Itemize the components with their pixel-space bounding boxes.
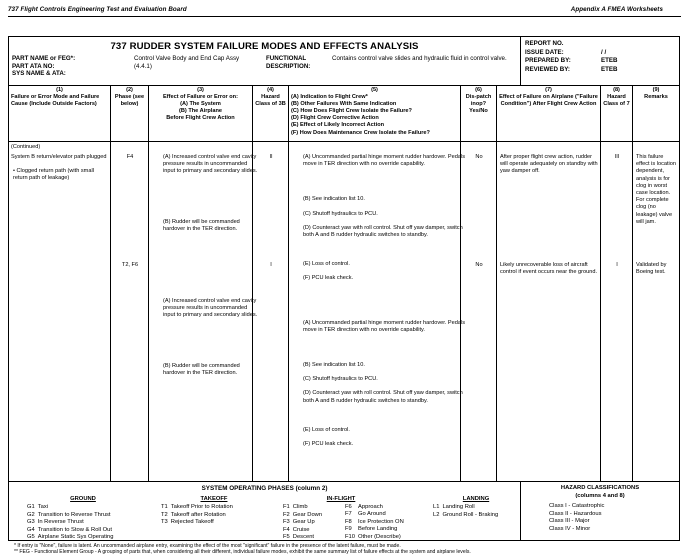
column-number-2: (2) — [126, 87, 133, 93]
phase-code: G5 — [27, 534, 35, 541]
hazard-7-row-1: III — [614, 154, 620, 160]
phase-label: Gear Up — [292, 519, 315, 526]
phase-label: Taxi — [37, 504, 49, 511]
crew-row-2-f — [292, 441, 468, 448]
column-header-4 — [253, 86, 289, 141]
phase-code: T3 — [161, 519, 168, 526]
crew-row-2-c — [292, 376, 468, 383]
body-column-6 — [461, 142, 497, 481]
continued-marker: (Continued) — [11, 144, 41, 150]
phase-label: Takeoff after Rotation — [170, 511, 226, 518]
phase-label: Ground Roll - Braking — [442, 511, 499, 518]
footnotes — [14, 543, 679, 556]
failure-cause-row-1: • Clogged return path (with small return path of leakage) — [13, 168, 94, 182]
dispatch-row-1: No — [475, 154, 483, 160]
column-number-9: (9) — [652, 87, 660, 93]
operating-phases-block — [9, 482, 521, 540]
crew-row-2-b — [292, 362, 468, 369]
phase-label: Cruise — [292, 526, 310, 533]
crew-row-1-e — [292, 261, 468, 268]
operating-phases-title: SYSTEM OPERATING PHASES (column 2) — [201, 485, 328, 492]
column-header-6 — [461, 86, 497, 141]
effect-row-1-a — [152, 154, 260, 176]
worksheet-body — [9, 142, 679, 482]
phase-code: F5 — [283, 534, 290, 541]
effect-row-2-a — [152, 298, 260, 320]
crew-row-1-f-text: (F) PCU leak check. — [303, 275, 354, 282]
remarks-row-2: Validated by Boeing test. — [636, 262, 667, 276]
column-title-4: Hazard Class of 3B — [255, 94, 286, 108]
crew-row-2-b-text: (B) See indication list 10. — [303, 362, 365, 369]
phase-label: Landing Roll — [442, 504, 475, 511]
body-column-7 — [497, 142, 601, 481]
phase-label: Before Landing — [358, 526, 398, 533]
phase-row-2: T2, F6 — [121, 262, 139, 268]
column-title-5-line-f: (F) How Does Maintenance Crew Isolate the Failure? — [291, 129, 430, 136]
column-header-2 — [111, 86, 149, 141]
column-number-7: (7) — [545, 87, 552, 93]
phase-label: Transition to Reverse Thrust — [37, 511, 111, 518]
column-header-8 — [601, 86, 633, 141]
phase-code: F2 — [283, 511, 290, 518]
issue-date-value: / / — [601, 48, 607, 56]
reviewed-by-label: REVIEWED BY: — [525, 65, 570, 73]
column-title-3: Effect of Failure or Error on: — [163, 94, 238, 101]
phase-label: Gear Down — [292, 511, 323, 518]
phase-label: Ice Protection ON — [358, 518, 404, 525]
column-header-row — [9, 86, 679, 142]
crew-row-1-c-text: (C) Shutoff hydraulics to PCU. — [303, 210, 378, 217]
column-number-1: (1) — [56, 87, 63, 93]
crew-row-1-c — [292, 211, 468, 218]
part-ata-value: (4.4.1) — [134, 62, 152, 70]
phase-code: T2 — [161, 511, 168, 518]
effect-row-2-a-text: (A) Increased control valve end cavity pressure results in uncommanded input to primary and secondary slides. — [163, 298, 258, 319]
crew-row-2-c-text: (C) Shutoff hydraulics to PCU. — [303, 376, 378, 383]
hazard-class-item: Class II - Hazardous — [549, 510, 602, 517]
part-info-block — [12, 55, 517, 78]
phase-group-ground — [27, 496, 155, 541]
effect-row-2-b — [152, 363, 260, 377]
phase-code: G3 — [27, 519, 35, 526]
issue-date-label: ISSUE DATE: — [525, 48, 564, 56]
description-label: DESCRIPTION: — [266, 62, 311, 70]
phase-group-inflight-header: IN-FLIGHT — [326, 496, 356, 502]
body-column-2 — [111, 142, 149, 481]
phase-code: L1 — [433, 504, 440, 511]
phase-group-takeoff — [161, 496, 279, 527]
column-number-8: (8) — [613, 87, 620, 93]
column-header-5 — [289, 86, 461, 141]
hazard-3b-row-2: I — [270, 262, 272, 268]
phase-code: L2 — [433, 511, 440, 518]
crew-row-1-e-text: (E) Loss of control. — [303, 261, 350, 268]
column-header-3 — [149, 86, 253, 141]
column-number-6: (6) — [475, 87, 482, 93]
reviewed-by-value: ETEB — [601, 65, 618, 73]
column-title-6: Dis-patch inop? Yes/No — [465, 94, 492, 115]
hazard-classifications-title-line1: HAZARD CLASSIFICATIONS — [560, 485, 640, 491]
phase-label: In Reverse Thrust — [37, 519, 84, 526]
crew-row-1-d — [292, 225, 468, 239]
phase-label: Transition to Stow & Roll Out — [37, 526, 112, 533]
column-title-3-line-c: Before Flight Crew Action — [166, 115, 235, 122]
column-header-1 — [9, 86, 111, 141]
effect-row-1-b-text: (B) Rudder will be commanded hardover in the TER direction. — [163, 218, 240, 232]
effect-row-1-a-text: (A) Increased control valve end cavity pressure results in uncommanded input to primary and secondary slides. — [163, 154, 258, 175]
hazard-classifications-title-line2: (columns 4 and 8) — [575, 492, 625, 499]
hazard-class-item: Class I - Catastrophic — [549, 503, 605, 510]
crew-row-2-e — [292, 427, 468, 434]
phase-label: Descent — [292, 534, 315, 541]
hazard-class-item: Class III - Major — [549, 518, 590, 525]
part-name-value: Control Valve Body and End Cap Assy — [134, 55, 240, 62]
crew-row-2-f-text: (F) PCU leak check. — [303, 441, 354, 448]
part-ata-label: PART ATA NO: — [12, 62, 55, 70]
body-column-5 — [289, 142, 465, 481]
effect-row-1-b — [152, 219, 260, 233]
phase-label: Climb — [292, 504, 308, 511]
hazard-classifications-block — [521, 482, 679, 540]
column-header-7 — [497, 86, 601, 141]
hazard-class-item: Class IV - Minor — [549, 525, 591, 532]
header-divider-rule — [8, 16, 681, 17]
running-head-left: 737 Flight Controls Engineering Test and Evaluation Board — [8, 6, 187, 13]
crew-row-1-b-text: (B) See indication list 10. — [303, 196, 365, 203]
footnote-2: ** FEG - Functional Element Group - A grouping of parts that, when considering all their different, individual failure modes, exhibit the same summary list of failure effects at the system and airplane levels. — [14, 549, 471, 556]
phase-code: F8 — [345, 518, 352, 525]
crew-row-2-a — [292, 320, 468, 334]
report-no-label: REPORT NO. — [525, 40, 564, 47]
column-title-3-line-b: (B) The Airplane — [179, 108, 222, 115]
effect-after-row-2: Likely unrecoverable loss of aircraft control if event occurs near the ground. — [500, 262, 598, 276]
column-number-3: (3) — [197, 87, 204, 93]
phase-code: F7 — [345, 511, 352, 518]
part-name-label: PART NAME or FEG*: — [12, 55, 76, 62]
phase-group-ground-header: GROUND — [70, 496, 96, 502]
failure-mode-row-1: System B return/elevator path plugged — [11, 154, 107, 160]
functional-description-value: Contains control valve slides and hydraulic fluid in control valve. — [332, 55, 507, 62]
prepared-by-label: PREPARED BY: — [525, 57, 571, 65]
column-number-5: (5) — [371, 87, 378, 93]
prepared-by-value: ETEB — [601, 57, 618, 65]
crew-row-1-a-text: (A) Uncommanded partial hinge moment rudder hardover. Pedals move in TER direction with no override capability. — [303, 154, 465, 168]
phase-group-takeoff-header: TAKEOFF — [200, 496, 228, 502]
phase-code: G2 — [27, 511, 35, 518]
phase-code: F1 — [283, 504, 290, 511]
crew-row-2-d-text: (D) Counteract yaw with roll control. Shut off yaw damper, switch both A and B rudder hydraulic switches to standby. — [303, 390, 463, 404]
column-title-1: Failure or Error Mode and Failure Cause (Include Outside Factors) — [11, 94, 100, 108]
body-column-9 — [633, 142, 679, 481]
column-title-5: (A) Indication to Flight Crew* — [291, 94, 368, 101]
phase-code: G1 — [27, 504, 35, 511]
effect-after-row-1: After proper flight crew action, rudder will operate adequately on standby with yaw damper off. — [500, 154, 598, 175]
phase-code: F10 — [345, 533, 355, 540]
phase-group-inflight-continued — [345, 504, 431, 541]
crew-row-2-d — [292, 390, 468, 404]
title-block — [9, 37, 521, 86]
column-title-9: Remarks — [644, 94, 668, 101]
phase-group-landing-header: LANDING — [462, 496, 490, 502]
body-column-8 — [601, 142, 633, 481]
phase-code: F4 — [283, 526, 290, 533]
body-column-1 — [9, 142, 111, 481]
running-head — [8, 6, 681, 13]
dispatch-row-2: No — [475, 262, 483, 268]
phase-label: Other (Describe) — [358, 533, 401, 540]
page-title: 737 RUDDER SYSTEM FAILURE MODES AND EFFECTS ANALYSIS — [110, 41, 419, 52]
remarks-row-1: This failure effect is location dependent, analysis is for clog in worst case location. For complete clog (no leakage) valve will jam. — [636, 154, 677, 225]
running-head-right: Appendix A FMEA Worksheets — [570, 6, 663, 13]
crew-row-1-a — [292, 154, 468, 168]
phase-label: Airplane Static Sys Operating — [37, 534, 114, 541]
column-title-5-line-b: (B) Other Failures With Same Indication — [291, 101, 397, 108]
column-title-3-line-a: (A) The System — [180, 101, 221, 108]
column-title-5-line-c: (C) How Does Flight Crew Isolate the Failure? — [291, 108, 412, 115]
phase-code: T1 — [161, 504, 168, 511]
crew-row-2-e-text: (E) Loss of control. — [303, 426, 350, 433]
column-title-5-line-e: (E) Effect of Likely Incorrect Action — [291, 122, 385, 129]
legend-band — [9, 482, 679, 540]
phase-label: Rejected Takeoff — [170, 519, 214, 526]
column-header-9 — [633, 86, 679, 141]
phase-code: F9 — [345, 526, 352, 533]
crew-row-1-f — [292, 275, 468, 282]
hazard-7-row-2: I — [616, 262, 618, 268]
hazard-classifications-items — [521, 503, 679, 533]
column-title-2: Phase (see below) — [114, 94, 145, 108]
sys-name-ata-label: SYS NAME & ATA: — [12, 70, 66, 78]
phase-code: F6 — [345, 504, 352, 510]
worksheet-frame — [8, 36, 680, 541]
column-number-4: (4) — [267, 87, 274, 93]
crew-row-2-a-text: (A) Uncommanded partial hinge moment rudder hardover. Pedals move in TER direction with no override capability. — [303, 319, 465, 333]
crew-row-1-d-text: (D) Counteract yaw with roll control. Shut off yaw damper, switch both A and B rudder hydraulic switches to standby. — [303, 224, 463, 239]
crew-row-1-b — [292, 196, 468, 203]
phase-group-landing — [433, 496, 519, 519]
report-block — [521, 37, 679, 86]
phase-label: Go Around — [358, 511, 386, 518]
footnote-1: * If entry is "None", failure is latent. An uncommanded airplane entry, examining the effect of the most "significant" failure in the presence of the latent failure, must be made. — [14, 543, 401, 549]
column-title-8: Hazard Class of 7 — [603, 94, 630, 108]
column-title-5-line-d: (D) Flight Crew Corrective Action — [291, 115, 379, 122]
phase-label: Takeoff Prior to Rotation — [170, 504, 233, 511]
functional-label: FUNCTIONAL — [266, 55, 307, 62]
body-column-3 — [149, 142, 258, 481]
effect-row-2-b-text: (B) Rudder will be commanded hardover in the TER direction. — [163, 362, 240, 376]
phase-code: G4 — [27, 526, 35, 533]
column-title-7: Effect of Failure on Airplane ("Failure Condition") After Flight Crew Action — [499, 94, 598, 108]
hazard-3b-row-1: II — [269, 154, 273, 160]
body-column-4 — [253, 142, 289, 481]
phase-code: F3 — [283, 519, 290, 526]
phase-label: Approach — [358, 504, 383, 510]
phase-row-1: F4 — [126, 154, 134, 160]
